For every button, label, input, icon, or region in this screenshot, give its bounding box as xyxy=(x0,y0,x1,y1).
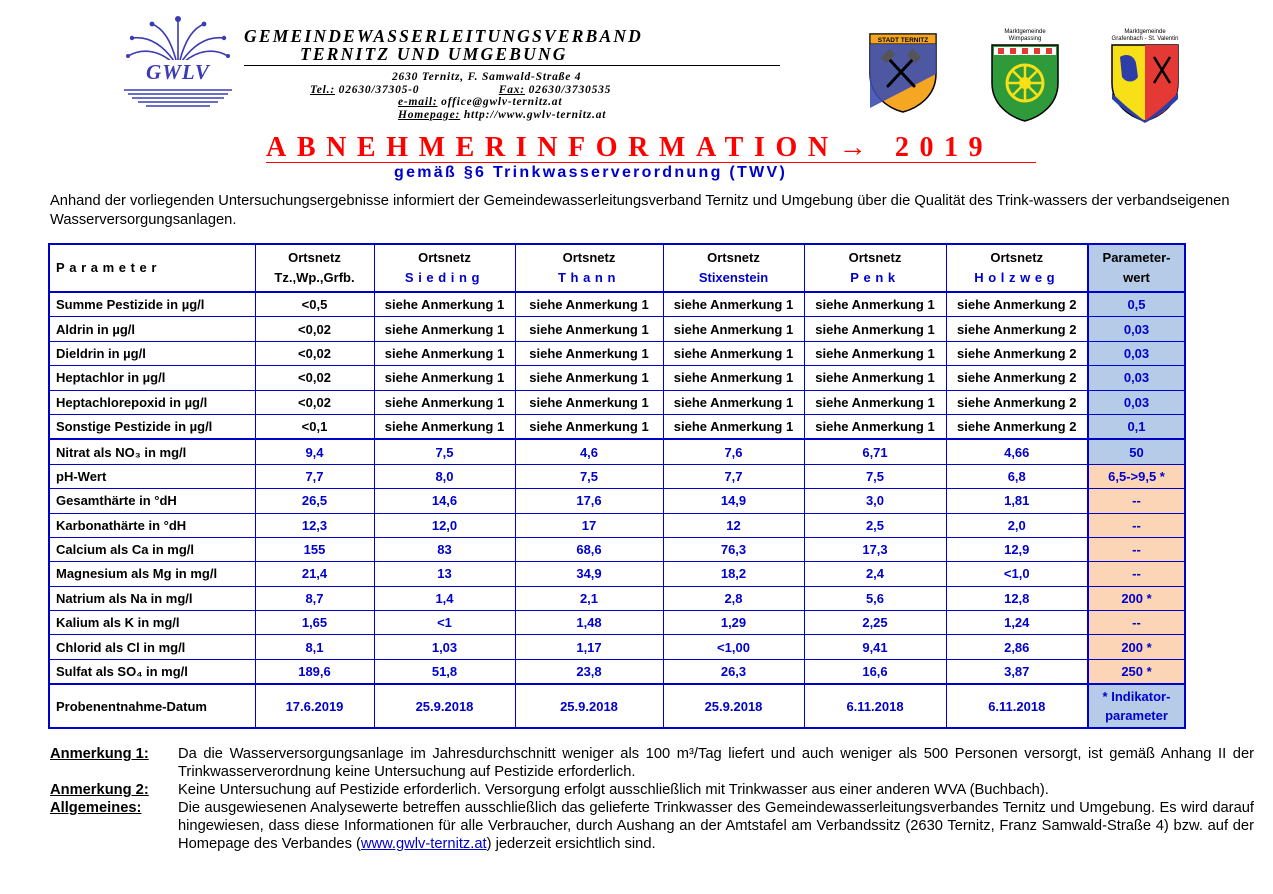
measurement-cell: 6,71 xyxy=(804,439,946,464)
sampling-date-row xyxy=(49,684,1185,728)
measurement-cell: <1 xyxy=(374,611,515,635)
org-name-line2: TERNITZ UND UMGEBUNG xyxy=(300,44,568,64)
measurement-cell: 68,6 xyxy=(515,537,663,561)
parameter-name: Karbonathärte in °dH xyxy=(49,513,255,537)
measurement-cell: 2,1 xyxy=(515,586,663,610)
header-town-col: Ortsnetz Holzweg xyxy=(946,244,1088,292)
measurement-cell: 7,5 xyxy=(515,464,663,488)
crest-grafenbach-st-valentin xyxy=(1110,31,1180,117)
measurement-cell: 16,6 xyxy=(804,659,946,684)
crest3-caption1: Marktgemeinde xyxy=(1124,29,1166,35)
header-town-col: Ortsnetz Penk xyxy=(804,244,946,292)
measurement-cell: 17,3 xyxy=(804,537,946,561)
parameter-name: Heptachlorepoxid in µg/l xyxy=(49,390,255,414)
parameterwert-cell: -- xyxy=(1088,611,1185,635)
measurement-cell: 1,81 xyxy=(946,489,1088,513)
gwlv-fountain-logo xyxy=(118,14,238,110)
measurement-cell: 26,3 xyxy=(663,659,804,684)
org-homepage xyxy=(398,109,784,122)
table-row xyxy=(49,317,1185,341)
note-1 xyxy=(50,745,1254,781)
measurement-cell: <1,00 xyxy=(663,635,804,659)
measurement-cell: siehe Anmerkung 1 xyxy=(804,341,946,365)
measurement-cell: 2,5 xyxy=(804,513,946,537)
measurement-cell: 1,29 xyxy=(663,611,804,635)
measurement-cell: siehe Anmerkung 1 xyxy=(374,414,515,439)
measurement-cell: 4,66 xyxy=(946,439,1088,464)
measurement-cell: siehe Anmerkung 2 xyxy=(946,390,1088,414)
measurement-cell: siehe Anmerkung 1 xyxy=(374,317,515,341)
measurement-cell: 18,2 xyxy=(663,562,804,586)
table-row xyxy=(49,611,1185,635)
measurement-cell: siehe Anmerkung 1 xyxy=(515,390,663,414)
measurement-cell: 1,17 xyxy=(515,635,663,659)
measurement-cell: 23,8 xyxy=(515,659,663,684)
homepage-label: Homepage: xyxy=(398,108,461,121)
table-row xyxy=(49,341,1185,365)
header-parameter: Parameter xyxy=(49,244,255,292)
measurement-cell: 2,25 xyxy=(804,611,946,635)
measurement-cell: 1,24 xyxy=(946,611,1088,635)
sampling-date-cell: 6.11.2018 xyxy=(946,684,1088,728)
measurement-cell: siehe Anmerkung 1 xyxy=(515,317,663,341)
measurement-cell: 51,8 xyxy=(374,659,515,684)
measurement-cell: 17 xyxy=(515,513,663,537)
parameter-name: Aldrin in µg/l xyxy=(49,317,255,341)
measurement-cell: 3,0 xyxy=(804,489,946,513)
note-1-text: Da die Wasserversorgungsanlage im Jahresdurchschnitt weniger als 100 m³/Tag liefert und auch weniger als 500 Personen versorgt, ist gemäß Anhang II der Trinkwasserverordnung keine Untersuchung auf Pestizide erforderlich. xyxy=(178,746,1254,780)
indicator-note-cell: * Indikator- parameter xyxy=(1088,684,1185,728)
measurement-cell: 8,7 xyxy=(255,586,374,610)
parameter-name: Probenentnahme-Datum xyxy=(49,684,255,728)
measurement-cell: <0,02 xyxy=(255,317,374,341)
measurement-cell: siehe Anmerkung 1 xyxy=(804,390,946,414)
measurement-cell: 5,6 xyxy=(804,586,946,610)
measurement-cell: 14,6 xyxy=(374,489,515,513)
measurement-cell: siehe Anmerkung 1 xyxy=(663,317,804,341)
header-town-col: Ortsnetz Thann xyxy=(515,244,663,292)
org-address: 2630 Ternitz, F. Samwald-Straße 4 xyxy=(392,71,582,83)
parameter-name: Magnesium als Mg in mg/l xyxy=(49,562,255,586)
measurement-cell: 4,6 xyxy=(515,439,663,464)
table-header-row xyxy=(49,244,1185,292)
measurement-cell: 7,6 xyxy=(663,439,804,464)
parameter-name: Gesamthärte in °dH xyxy=(49,489,255,513)
table-row xyxy=(49,390,1185,414)
measurement-cell: siehe Anmerkung 2 xyxy=(946,414,1088,439)
note-1-label: Anmerkung 1: xyxy=(50,746,149,762)
crest2-caption1: Marktgemeinde xyxy=(1004,29,1046,35)
sampling-date-cell: 6.11.2018 xyxy=(804,684,946,728)
parameter-name: Chlorid als Cl in mg/l xyxy=(49,635,255,659)
parameter-name: Nitrat als NO₃ in mg/l xyxy=(49,439,255,464)
table-row xyxy=(49,489,1185,513)
measurement-cell: <0,02 xyxy=(255,341,374,365)
measurement-cell: siehe Anmerkung 2 xyxy=(946,292,1088,317)
table-row xyxy=(49,537,1185,561)
table-row xyxy=(49,464,1185,488)
measurement-cell: 7,5 xyxy=(804,464,946,488)
measurement-cell: siehe Anmerkung 1 xyxy=(515,341,663,365)
water-quality-table xyxy=(48,243,1186,729)
parameterwert-cell: 200 * xyxy=(1088,586,1185,610)
measurement-cell: siehe Anmerkung 1 xyxy=(374,292,515,317)
measurement-cell: siehe Anmerkung 2 xyxy=(946,341,1088,365)
note-general xyxy=(50,799,1254,853)
table-row xyxy=(49,366,1185,390)
sampling-date-cell: 25.9.2018 xyxy=(663,684,804,728)
title-underline xyxy=(266,162,1036,163)
measurement-cell: 6,8 xyxy=(946,464,1088,488)
parameterwert-cell: 0,03 xyxy=(1088,341,1185,365)
table-row xyxy=(49,562,1185,586)
note-2 xyxy=(50,781,1254,799)
measurement-cell: siehe Anmerkung 1 xyxy=(663,366,804,390)
fax-number: 02630/3730535 xyxy=(528,83,612,96)
email-label: e-mail: xyxy=(398,96,438,108)
header-town-col: Ortsnetz Sieding xyxy=(374,244,515,292)
parameter-name: Sulfat als SO₄ in mg/l xyxy=(49,659,255,684)
parameterwert-cell: 50 xyxy=(1088,439,1185,464)
parameter-name: Kalium als K in mg/l xyxy=(49,611,255,635)
parameter-name: Calcium als Ca in mg/l xyxy=(49,537,255,561)
measurement-cell: 21,4 xyxy=(255,562,374,586)
measurement-cell: siehe Anmerkung 1 xyxy=(804,366,946,390)
header-town-col: Ortsnetz Tz.,Wp.,Grfb. xyxy=(255,244,374,292)
measurement-cell: siehe Anmerkung 1 xyxy=(804,317,946,341)
note-general-text: Die ausgewiesenen Analysewerte betreffen ausschließlich das gelieferte Trinkwasser des Gemeindewasserleitungsverbandes Ternitz und Umgebung. Es wird darauf hingewiesen, dass diese Informationen für alle Verbraucher, durch Aushang an der Amtstafel am Verbandssitz (2630 Ternitz, Franz Samwald-Straße 4) bzw. auf der Homepage des Verbandes (www.gwlv-ternitz.at) jederzeit ersichtlich sind. xyxy=(178,800,1254,852)
table-row xyxy=(49,659,1185,684)
measurement-cell: siehe Anmerkung 1 xyxy=(804,292,946,317)
parameterwert-cell: -- xyxy=(1088,513,1185,537)
homepage-url[interactable]: http://www.gwlv-ternitz.at xyxy=(463,108,607,121)
crest-stadt-ternitz xyxy=(868,28,938,114)
table-row xyxy=(49,292,1185,317)
main-title: ABNEHMERINFORMATION→ 2019 xyxy=(266,132,994,163)
measurement-cell: 1,03 xyxy=(374,635,515,659)
parameter-name: Heptachlor in µg/l xyxy=(49,366,255,390)
measurement-cell: 76,3 xyxy=(663,537,804,561)
measurement-cell: siehe Anmerkung 1 xyxy=(663,390,804,414)
measurement-cell: 9,4 xyxy=(255,439,374,464)
measurement-cell: <1,0 xyxy=(946,562,1088,586)
measurement-cell: <0,02 xyxy=(255,390,374,414)
fax-label: Fax: xyxy=(498,83,525,96)
measurement-cell: siehe Anmerkung 1 xyxy=(663,341,804,365)
measurement-cell: 3,87 xyxy=(946,659,1088,684)
measurement-cell: siehe Anmerkung 1 xyxy=(663,292,804,317)
org-name-line1: GEMEINDEWASSERLEITUNGSVERBAND xyxy=(244,26,643,46)
measurement-cell: 12,9 xyxy=(946,537,1088,561)
measurement-cell: 26,5 xyxy=(255,489,374,513)
measurement-cell: siehe Anmerkung 1 xyxy=(515,414,663,439)
sampling-date-cell: 17.6.2019 xyxy=(255,684,374,728)
parameterwert-cell: 200 * xyxy=(1088,635,1185,659)
table-row xyxy=(49,414,1185,439)
note-2-label: Anmerkung 2: xyxy=(50,782,149,798)
intro-text: Anhand der vorliegenden Untersuchungsergebnisse informiert der Gemeindewasserleitungsverband Ternitz und Umgebung über die Qualität des Trink-wassers der verbandseigenen Wasserversorgungsanlagen. xyxy=(50,193,1230,228)
table-row xyxy=(49,513,1185,537)
parameterwert-cell: 0,03 xyxy=(1088,317,1185,341)
table-row xyxy=(49,586,1185,610)
measurement-cell: 1,65 xyxy=(255,611,374,635)
crest3-caption2: Grafenbach - St. Valentin xyxy=(1111,36,1179,42)
parameterwert-cell: 0,03 xyxy=(1088,390,1185,414)
subtitle: gemäß §6 Trinkwasserverordnung (TWV) xyxy=(394,164,788,181)
parameter-name: Sonstige Pestizide in µg/l xyxy=(49,414,255,439)
parameterwert-cell: 250 * xyxy=(1088,659,1185,684)
measurement-cell: 12,8 xyxy=(946,586,1088,610)
measurement-cell: 189,6 xyxy=(255,659,374,684)
measurement-cell: 13 xyxy=(374,562,515,586)
sampling-date-cell: 25.9.2018 xyxy=(374,684,515,728)
crest2-caption2: Wimpassing xyxy=(1008,36,1042,42)
measurement-cell: 83 xyxy=(374,537,515,561)
measurement-cell: siehe Anmerkung 1 xyxy=(515,366,663,390)
measurement-cell: 14,9 xyxy=(663,489,804,513)
header-parameterwert: Parameter- wert xyxy=(1088,244,1185,292)
measurement-cell: 1,48 xyxy=(515,611,663,635)
crest-wimpassing xyxy=(990,31,1060,117)
measurement-cell: 7,5 xyxy=(374,439,515,464)
org-email xyxy=(398,96,784,109)
parameter-name: pH-Wert xyxy=(49,464,255,488)
measurement-cell: siehe Anmerkung 1 xyxy=(515,292,663,317)
measurement-cell: 17,6 xyxy=(515,489,663,513)
sampling-date-cell: 25.9.2018 xyxy=(515,684,663,728)
organisation-block xyxy=(244,27,784,121)
measurement-cell: <0,02 xyxy=(255,366,374,390)
crest1-caption: STADT TERNITZ xyxy=(877,37,929,44)
measurement-cell: 155 xyxy=(255,537,374,561)
parameterwert-cell: 0,5 xyxy=(1088,292,1185,317)
measurement-cell: 12 xyxy=(663,513,804,537)
email-address[interactable]: office@gwlv-ternitz.at xyxy=(441,96,563,108)
parameter-name: Summe Pestizide in µg/l xyxy=(49,292,255,317)
measurement-cell: 9,41 xyxy=(804,635,946,659)
measurement-cell: 12,0 xyxy=(374,513,515,537)
parameterwert-cell: -- xyxy=(1088,562,1185,586)
measurement-cell: 2,4 xyxy=(804,562,946,586)
logo-text: GWLV xyxy=(146,60,210,84)
parameter-name: Dieldrin in µg/l xyxy=(49,341,255,365)
measurement-cell: 2,8 xyxy=(663,586,804,610)
measurement-cell: 2,0 xyxy=(946,513,1088,537)
measurement-cell: 1,4 xyxy=(374,586,515,610)
measurement-cell: 34,9 xyxy=(515,562,663,586)
header-town-col: Ortsnetz Stixenstein xyxy=(663,244,804,292)
measurement-cell: 8,1 xyxy=(255,635,374,659)
table-row xyxy=(49,635,1185,659)
parameterwert-cell: -- xyxy=(1088,489,1185,513)
parameterwert-cell: 0,03 xyxy=(1088,366,1185,390)
measurement-cell: siehe Anmerkung 1 xyxy=(374,366,515,390)
table-row xyxy=(49,439,1185,464)
measurement-cell: siehe Anmerkung 1 xyxy=(374,341,515,365)
org-phones xyxy=(310,84,784,97)
parameter-name: Natrium als Na in mg/l xyxy=(49,586,255,610)
tel-label: Tel.: xyxy=(310,83,335,96)
notes-section xyxy=(50,745,1254,853)
measurement-cell: siehe Anmerkung 2 xyxy=(946,317,1088,341)
measurement-cell: <0,5 xyxy=(255,292,374,317)
measurement-cell: <0,1 xyxy=(255,414,374,439)
parameterwert-cell: 0,1 xyxy=(1088,414,1185,439)
homepage-link[interactable]: www.gwlv-ternitz.at xyxy=(360,836,487,852)
measurement-cell: 7,7 xyxy=(663,464,804,488)
measurement-cell: siehe Anmerkung 1 xyxy=(374,390,515,414)
org-divider xyxy=(244,65,780,66)
note-2-text: Keine Untersuchung auf Pestizide erforderlich. Versorgung erfolgt ausschließlich mit Trinkwasser aus einer anderen WVA (Buchbach). xyxy=(178,782,1049,798)
measurement-cell: siehe Anmerkung 1 xyxy=(804,414,946,439)
parameterwert-cell: -- xyxy=(1088,537,1185,561)
tel-number: 02630/37305-0 xyxy=(338,83,420,96)
parameterwert-cell: 6,5->9,5 * xyxy=(1088,464,1185,488)
measurement-cell: siehe Anmerkung 2 xyxy=(946,366,1088,390)
measurement-cell: 8,0 xyxy=(374,464,515,488)
measurement-cell: 2,86 xyxy=(946,635,1088,659)
note-general-label: Allgemeines: xyxy=(50,800,142,816)
measurement-cell: 12,3 xyxy=(255,513,374,537)
measurement-cell: siehe Anmerkung 1 xyxy=(663,414,804,439)
measurement-cell: 7,7 xyxy=(255,464,374,488)
